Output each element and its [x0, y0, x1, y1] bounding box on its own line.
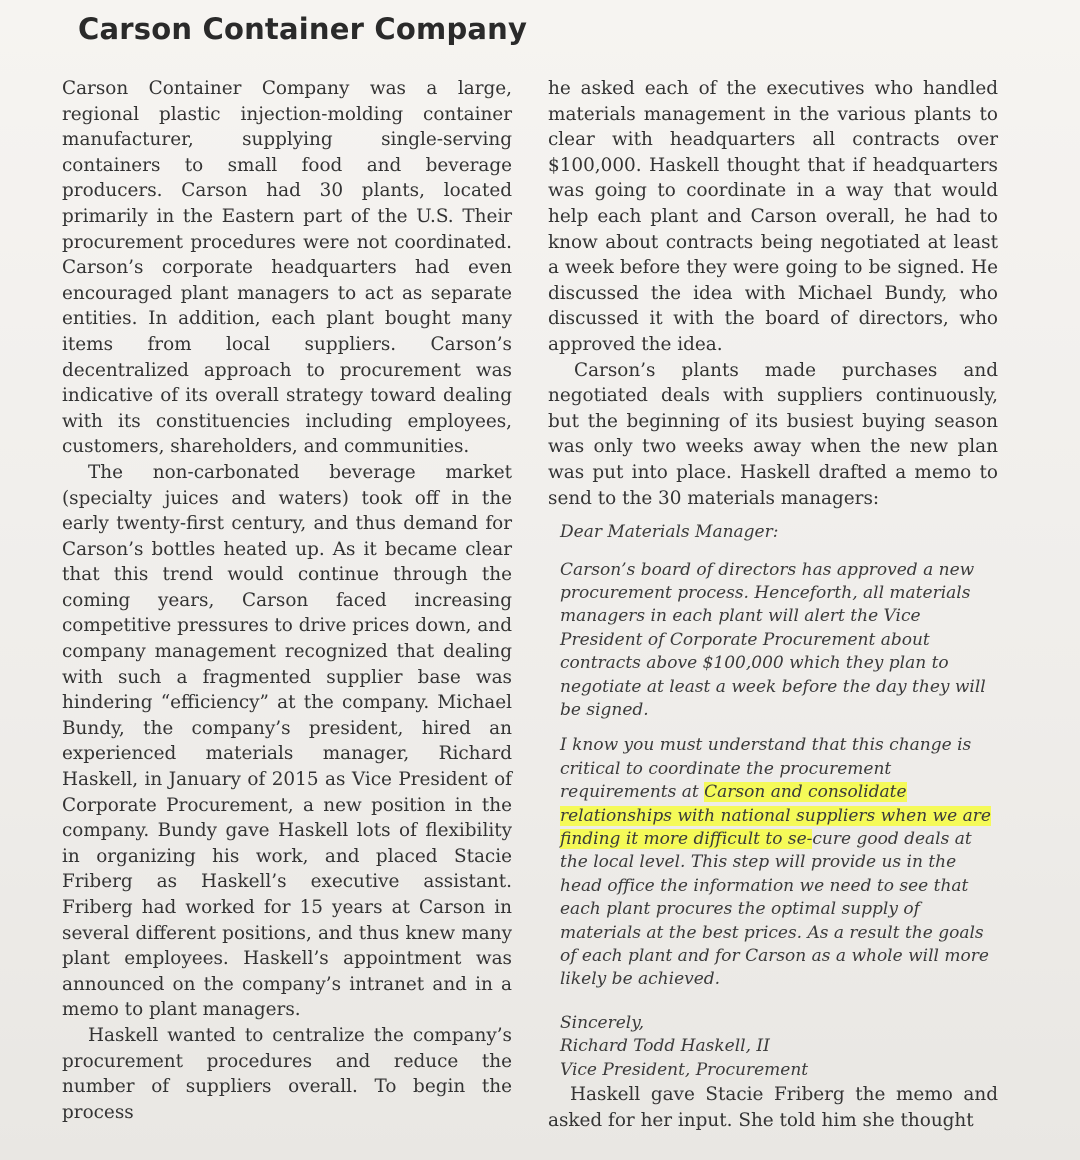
- paragraph-intro: Carson Container Company was a large, regional plastic injection-molding container manufacturer, supplying single-serving containers to small food and beverage producers. Carson had 30 plants, located primarily in the Eastern part of the U.S. Their procurement procedures were not coordinated. Carson’s corporate headquarters had even encouraged plant managers to act as separate entities. In addition, each plant bought many items from local suppliers. Carson’s decentralized approach to procurement was indicative of its overall strategy toward dealing with its constituencies including employees, customers, shareholders, and communities.: [62, 78, 512, 458]
- memo-signer-title: Vice President, Procurement: [560, 1059, 809, 1080]
- highlighted-text: Carson and consolidate relationships with national suppliers when we are finding it more difficult to se-: [560, 782, 991, 849]
- paragraph-market: The non-carbonated beverage market (specialty juices and waters) took off in the early twenty-first century, and thus demand for Carson’s bottles heated up. As it became clear that this trend would continue through the coming years, Carson faced increasing competitive pressures to drive prices down, and company management recognized that dealing with such a fragmented supplier base was hindering “efficiency” at the company. Michael Bundy, the company’s president, hired an experienced materials manager, Richard Haskell, in January of 2015 as Vice President of Corporate Procurement, a new position in the company. Bundy gave Haskell lots of flexibility in organizing his work, and placed Stacie Friberg as Haskell’s executive assistant. Friberg had worked for 15 years at Carson in several different positions, and thus knew many plant employees. Haskell’s appointment was announced on the company’s intranet and in a memo to plant managers.: [62, 461, 512, 1021]
- memo-text-before-highlight: I know you must understand that this change is critical to coordinate the procurement requirements at: [560, 735, 972, 803]
- paragraph-contracts: he asked each of the executives who handled materials management in the various plants to clear with headquarters all contracts over $100,000. Haskell thought that if headquarters was going to coordinate in a way that would help each plant and Carson overall, he had to know about contracts being negotiated at least a week before they were going to be signed. He discussed the idea with Michael Bundy, who discussed it with the board of directors, who approved the idea.: [548, 78, 998, 355]
- memo-paragraph-1: Carson’s board of directors has approved a new procurement process. Henceforth, all materials managers in each plant will alert the Vice President of Corporate Procurement about contracts above $100,000 which they plan to negotiate at least a week before the day they will be signed.: [560, 559, 986, 720]
- memo-closing: Sincerely,: [560, 1012, 644, 1033]
- memo-signature: [560, 1012, 998, 1082]
- paragraph-buying-season: Carson’s plants made purchases and negotiated deals with suppliers continuously, but the beginning of its busiest buying season was only two weeks away when the new plan was put into place. Haskell drafted a memo to send to the 30 materials managers:: [548, 359, 998, 509]
- memo-block: [560, 521, 998, 1082]
- left-column: [62, 76, 512, 1125]
- case-title: Carson Container Company: [78, 12, 528, 46]
- right-column: [548, 76, 998, 1133]
- memo-salutation: Dear Materials Manager:: [560, 522, 779, 543]
- paragraph-closing: Haskell gave Stacie Friberg the memo and asked for her input. She told him she thought: [548, 1084, 998, 1131]
- memo-paragraph-2: [560, 734, 998, 991]
- memo-text-after-highlight: cure good deals at the local level. This step will provide us in the head office the information we need to see that each plant procures the optimal supply of materials at the best prices. As a result the goals of each plant and for Carson as a whole will more likely be achieved.: [560, 828, 989, 990]
- paragraph-centralize: Haskell wanted to centralize the company’s procurement procedures and reduce the number of suppliers overall. To begin the process: [62, 1024, 512, 1123]
- memo-signer-name: Richard Todd Haskell, II: [560, 1036, 770, 1057]
